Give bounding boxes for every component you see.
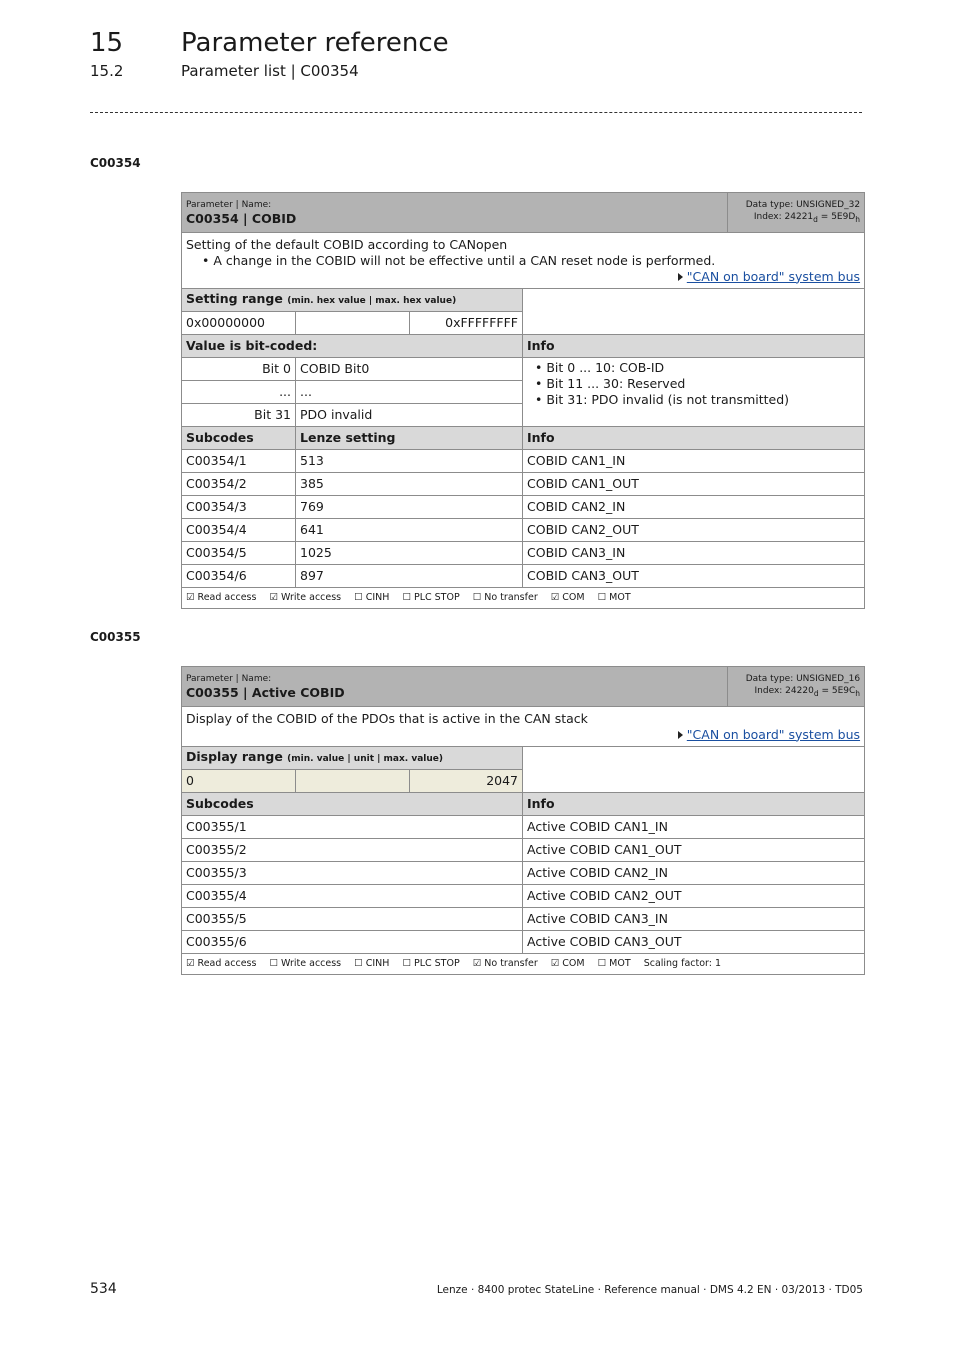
subcode-info: Active COBID CAN3_IN [523,908,865,931]
arrow-right-icon [678,731,683,739]
scaling-factor: Scaling factor: 1 [643,958,722,969]
access-plc-stop: ☐ PLC STOP [402,592,460,603]
bitcoded-header: Value is bit-coded: [182,335,523,358]
param-name-cell [182,667,728,707]
data-type-cell [728,193,865,233]
bit-name: ... [296,381,523,404]
subcode-info: COBID CAN2_IN [523,496,865,519]
subcode-info: COBID CAN2_OUT [523,519,865,542]
param-name: C00354 | COBID [186,210,297,226]
subcode-info: COBID CAN3_IN [523,542,865,565]
table-row [182,450,865,473]
subcode: C00355/3 [182,862,523,885]
bit-info-cell [523,358,865,427]
bit-number: Bit 0 [182,358,296,381]
access-mot: ☐ MOT [597,958,631,969]
info-header: Info [523,793,865,816]
display-range-blank [523,747,865,793]
subcode: C00355/2 [182,839,523,862]
bit-number: ... [182,381,296,404]
param-table-c00355 [181,666,865,975]
subcodes-header: Subcodes [182,427,296,450]
chapter-title: Parameter reference [181,28,449,58]
lenze-setting: 513 [296,450,523,473]
min-value: 0x00000000 [182,312,296,335]
min-value: 0 [182,770,296,793]
subcode: C00355/4 [182,885,523,908]
param-name-label: Parameter | Name: [186,673,272,684]
subcode-info: Active COBID CAN3_OUT [523,931,865,954]
footer-text: Lenze · 8400 protec StateLine · Reference manual · DMS 4.2 EN · 03/2013 · TD05 [436,1284,863,1296]
param-index: Index: $24220_d = 5E9C_h$ [754,686,861,698]
data-type-cell [728,667,865,707]
bit-name: PDO invalid [296,404,523,427]
access-write: ☑ Write access [269,592,342,603]
lenze-setting: 641 [296,519,523,542]
param-name-cell [182,193,728,233]
access-read: ☑ Read access [186,958,257,969]
access-flags [182,588,865,609]
subcode-info: COBID CAN1_OUT [523,473,865,496]
subcode: C00354/6 [182,565,296,588]
subcode-info: COBID CAN3_OUT [523,565,865,588]
table-row [182,542,865,565]
subcode-info: Active COBID CAN1_IN [523,816,865,839]
subcode-info: Active COBID CAN1_OUT [523,839,865,862]
info-header: Info [523,335,865,358]
setting-range-blank [523,289,865,335]
page-number: 534 [90,1281,117,1297]
data-type: Data type: UNSIGNED_16 [745,674,861,685]
table-row [182,862,865,885]
subcode: C00354/2 [182,473,296,496]
display-range-header: Display range (min. value | unit | max. value) [182,747,523,770]
access-read: ☑ Read access [186,592,257,603]
system-bus-link[interactable]: "CAN on board" system bus [686,726,861,742]
access-cinh: ☐ CINH [354,592,390,603]
range-spacer [296,312,410,335]
lenze-setting-header: Lenze setting [296,427,523,450]
table-row [182,885,865,908]
description-cell [182,707,865,747]
subcode: C00354/1 [182,450,296,473]
param-table-c00354 [181,192,865,609]
access-mot: ☐ MOT [597,592,631,603]
subcode: C00354/3 [182,496,296,519]
lenze-setting: 769 [296,496,523,519]
header-divider [90,112,862,113]
table-row [182,931,865,954]
subcodes-header: Subcodes [182,793,523,816]
param-index: Index: $24221_d = 5E9D_h$ [753,212,861,224]
subcode: C00355/6 [182,931,523,954]
bit-info-item: • Bit 31: PDO invalid (is not transmitted) [535,392,860,408]
description: Setting of the default COBID according to CANopen [186,236,508,252]
section-number: 15.2 [90,62,124,80]
bit-name: COBID Bit0 [296,358,523,381]
subcode: C00354/5 [182,542,296,565]
subcode-info: COBID CAN1_IN [523,450,865,473]
access-no-transfer: ☑ No transfer [472,958,538,969]
table-row [182,519,865,542]
max-value: 2047 [410,770,523,793]
access-no-transfer: ☐ No transfer [472,592,538,603]
table-row [182,839,865,862]
description-bullet: • A change in the COBID will not be effective until a CAN reset node is performed. [202,253,860,269]
setting-range-header: Setting range (min. hex value | max. hex value) [182,289,523,312]
arrow-right-icon [678,273,683,281]
section-label-c00354: C00354 [90,156,141,170]
data-type: Data type: UNSIGNED_32 [745,200,861,211]
max-value: 0xFFFFFFFF [410,312,523,335]
subcode-info: Active COBID CAN2_IN [523,862,865,885]
access-flags [182,954,865,975]
access-write: ☐ Write access [269,958,342,969]
subcode-info: Active COBID CAN2_OUT [523,885,865,908]
description: Display of the COBID of the PDOs that is active in the CAN stack [186,710,588,726]
bit-info-item: • Bit 11 ... 30: Reserved [535,376,860,392]
description-cell [182,233,865,289]
info-header: Info [523,427,865,450]
section-title: Parameter list | C00354 [181,62,359,80]
subcode: C00355/1 [182,816,523,839]
system-bus-link[interactable]: "CAN on board" system bus [686,268,861,284]
table-row [182,496,865,519]
table-row [182,816,865,839]
access-com: ☑ COM [550,592,585,603]
chapter-number: 15 [90,28,124,58]
access-plc-stop: ☐ PLC STOP [402,958,460,969]
table-row [182,565,865,588]
table-row [182,908,865,931]
bit-number: Bit 31 [182,404,296,427]
subcode: C00355/5 [182,908,523,931]
lenze-setting: 897 [296,565,523,588]
unit [296,770,410,793]
lenze-setting: 1025 [296,542,523,565]
param-name: C00355 | Active COBID [186,684,345,700]
bit-info-item: • Bit 0 ... 10: COB-ID [535,360,860,376]
table-row [182,473,865,496]
param-name-label: Parameter | Name: [186,199,272,210]
lenze-setting: 385 [296,473,523,496]
section-label-c00355: C00355 [90,630,141,644]
access-cinh: ☐ CINH [354,958,390,969]
access-com: ☑ COM [550,958,585,969]
subcode: C00354/4 [182,519,296,542]
